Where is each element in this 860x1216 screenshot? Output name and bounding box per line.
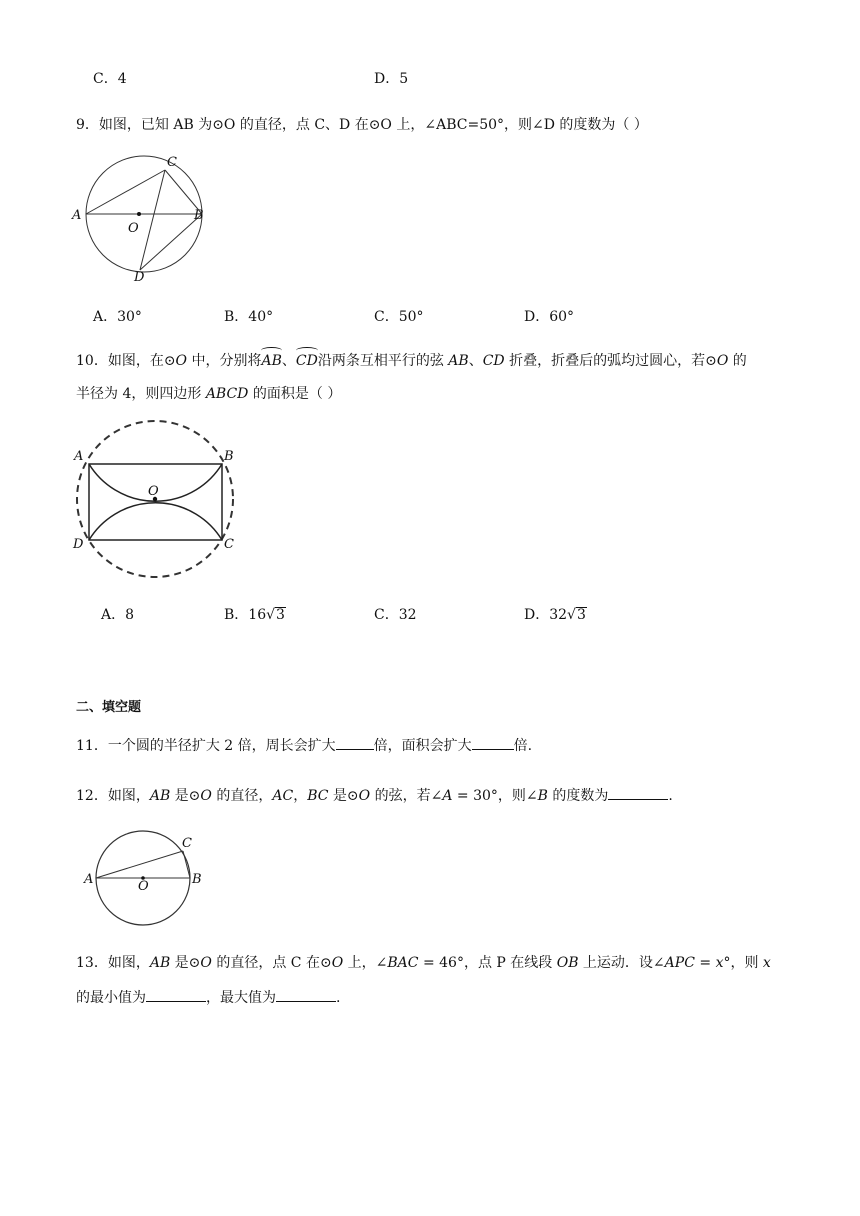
q9-question: 9．如图，已知 AB 为⊙O 的直径，点 C、D 在⊙O 上，∠ABC=50°，则∠D 的度数为（ ）	[76, 117, 648, 133]
q12-question: 12．如图，AB 是⊙O 的直径，AC，BC 是⊙O 的弦，若∠A = 30°，则∠B 的度数为 .	[76, 785, 673, 806]
answer-blank[interactable]	[472, 735, 514, 750]
q10-label-a: A	[74, 449, 84, 464]
answer-blank[interactable]	[146, 987, 206, 1002]
q10-label-d: D	[73, 537, 84, 552]
q12-label-b: B	[192, 872, 202, 887]
q11-question: 11．一个圆的半径扩大 2 倍，周长会扩大 倍，面积会扩大 倍.	[76, 735, 532, 756]
arc-ab: AB	[261, 353, 282, 369]
q10-option-a: A．8	[101, 607, 135, 623]
q8-option-d: D．5	[374, 71, 409, 87]
q10-label-c: C	[224, 537, 234, 552]
q10-question-line1: 10．如图，在⊙O 中，分别将AB、CD沿两条互相平行的弦 AB、CD 折叠，折叠后的弧均过圆心，若⊙O 的	[76, 353, 747, 369]
q10-label-o: O	[148, 484, 159, 499]
q10-figure	[68, 420, 248, 590]
answer-blank[interactable]	[608, 785, 668, 800]
q12-label-a: A	[84, 872, 94, 887]
q10-option-c: C．32	[374, 607, 417, 623]
section-heading-fill-in: 二、填空题	[76, 700, 142, 715]
arc-cd: CD	[295, 353, 318, 369]
q9-label-d: D	[134, 270, 145, 285]
q12-figure	[82, 825, 217, 930]
q13-question-line2: 的最小值为 ，最大值为 .	[76, 987, 340, 1008]
q9-option-b: B．40°	[224, 309, 274, 325]
q10-question-line2: 半径为 4，则四边形 ABCD 的面积是（ ）	[76, 386, 342, 402]
q9-label-b: B	[194, 208, 204, 223]
q9-option-c: C．50°	[374, 309, 424, 325]
q12-label-o: O	[138, 879, 149, 894]
q13-question-line1: 13．如图，AB 是⊙O 的直径，点 C 在⊙O 上，∠BAC = 46°，点 P 在线段 OB 上运动．设∠APC = x°，则 x	[76, 955, 771, 971]
q9-option-d: D．60°	[524, 309, 575, 325]
q10-option-d: D．32√3	[524, 607, 586, 623]
q10-label-b: B	[224, 449, 234, 464]
q12-label-c: C	[182, 836, 192, 851]
q9-label-o: O	[128, 221, 139, 236]
q9-option-a: A．30°	[93, 309, 142, 325]
q8-option-c: C．4	[93, 71, 127, 87]
answer-blank[interactable]	[336, 735, 374, 750]
q9-figure	[70, 150, 220, 290]
q9-label-a: A	[72, 208, 82, 223]
answer-blank[interactable]	[276, 987, 336, 1002]
q10-option-b: B．16√3	[224, 607, 285, 623]
q9-label-c: C	[167, 155, 177, 170]
